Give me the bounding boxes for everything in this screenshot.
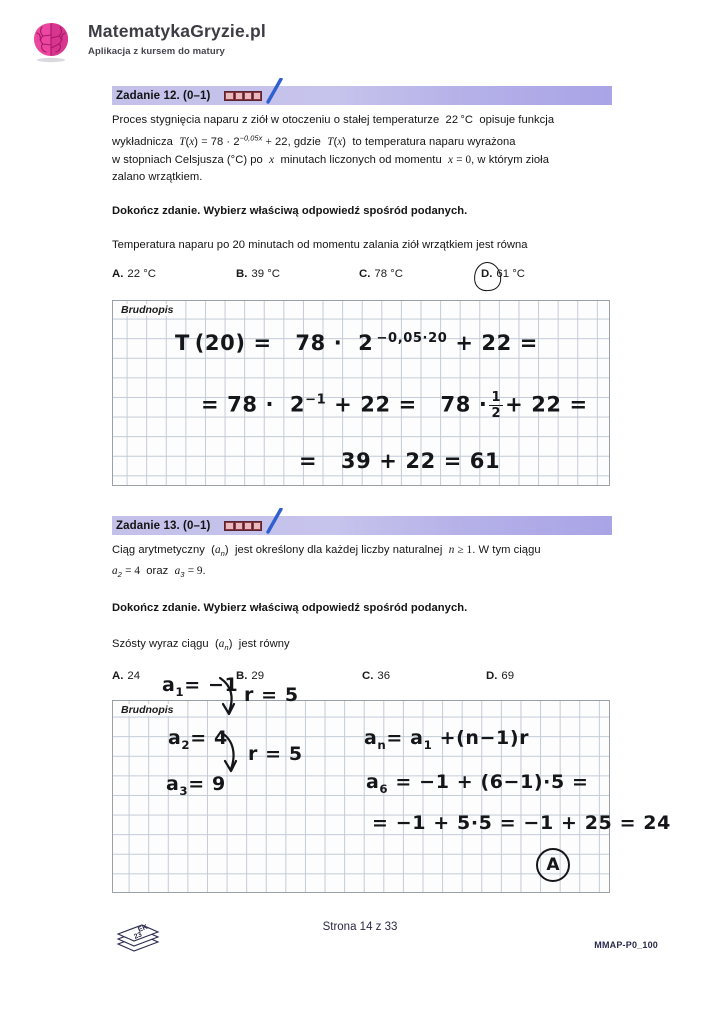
answer-value: 39 °C [251, 267, 281, 280]
task-13-hw-a2: $a_2= 4$ [168, 727, 228, 752]
task-12-scratch-grid [112, 300, 610, 486]
answer-value: 24 [127, 669, 141, 682]
answer-label: C. [362, 669, 374, 682]
task-12-hw-line-1: T (20) = 78 · 2 $^{-0,05\cdot 20}$ + 22 = [175, 331, 538, 355]
task-13-body-line-2: $a_2 = 4$ oraz $a_3 = 9$. [112, 564, 206, 579]
task-13-stem: Szósty wyraz ciągu $(a_n)$ jest równy [112, 637, 290, 653]
answer-label: D. [486, 669, 498, 682]
answer-value: 61 °C [496, 267, 526, 280]
task-12-brudnopis-label: Brudnopis [120, 304, 177, 316]
task-13-brudnopis-label: Brudnopis [120, 704, 177, 716]
task-12-answer-a[interactable] [112, 268, 236, 280]
task-12-body-line-2: wykładnicza $T(x) = 78 \cdot 2^{-0,05x} + 22$, gdzie T(x) to temperatura naparu wyrażona [112, 133, 516, 149]
task-12-header-bar [112, 86, 612, 105]
answer-label: C. [359, 267, 371, 280]
page-number: Strona 14 z 33 [322, 921, 398, 933]
task-13-header-bar [112, 516, 612, 535]
answer-label: A. [112, 267, 124, 280]
task-13-answer-b[interactable] [236, 670, 362, 682]
task-12 [112, 86, 612, 280]
score-boxes-icon [224, 521, 262, 531]
task-12-title: Zadanie 12. (0–1) [116, 89, 211, 102]
svg-text:EK: EK [137, 923, 149, 934]
answer-value: 29 [251, 669, 265, 682]
blue-pen-stroke-icon [264, 508, 284, 534]
task-13-body-line-1: Ciąg arytmetyczny $(a_n)$ jest określony dla każdej liczby naturalnej n ≥ 1. W tym ciągu [112, 544, 541, 559]
task-13-hw-result: = −1 + 5·5 = −1 + 25 = 24 [372, 812, 671, 834]
task-12-body-line-4: zalano wrzątkiem. [112, 171, 203, 184]
task-13-hw-r2: r = 5 [248, 743, 303, 765]
task-13-hw-a1: $a_1= -1$ [162, 674, 239, 699]
task-13-hw-substitution: $a_6 = -1 + (6-1)\cdot 5$ = [366, 771, 589, 796]
answer-value: 78 °C [374, 267, 404, 280]
task-12-stem: Temperatura naparu po 20 minutach od momentu zalania ziół wrzątkiem jest równa [112, 239, 528, 252]
svg-text:23: 23 [133, 931, 143, 941]
task-12-instruction: Dokończ zdanie. Wybierz właściwą odpowiedź spośród podanych. [112, 204, 468, 217]
task-12-answer-c[interactable] [359, 268, 481, 280]
task-12-answer-d[interactable] [481, 268, 525, 280]
task-13-hw-r1: r = 5 [244, 684, 299, 706]
task-12-body [112, 112, 612, 187]
answer-label: B. [236, 669, 248, 682]
document-code: MMAP-P0_100 [594, 940, 658, 950]
task-13-instruction: Dokończ zdanie. Wybierz właściwą odpowiedź spośród podanych. [112, 602, 468, 615]
task-12-body-line-3: w stopniach Celsjusza (°C) po x minutach liczonych od momentu x = 0, w którym zioła [112, 153, 549, 166]
task-12-answers [112, 268, 612, 280]
task-12-body-line-1: Proces stygnięcia naparu z ziół w otoczeniu o stałej temperaturze 22 °C opisuje funkcja [112, 114, 555, 126]
answer-value: 69 [501, 669, 515, 682]
brand-title: MatematykaGryzie.pl [88, 21, 266, 41]
task-12-hw-line-3: = 39 + 22 = 61 [299, 449, 501, 473]
answer-label: D. [481, 267, 493, 280]
answer-label: B. [236, 267, 248, 280]
task-12-hw-line-2: = $78 \cdot 2^{-1} + 22 = 78$ · $\frac{1}{2}$ + 22 = [201, 390, 588, 422]
task-13-answer-d[interactable] [486, 670, 514, 682]
task-13-title: Zadanie 13. (0–1) [116, 519, 211, 532]
task-13-hw-formula: $a_n= a_1 +(n-1)r$ [364, 727, 530, 752]
brand-subtitle: Aplikacja z kursem do matury [88, 46, 225, 58]
task-12-answer-b[interactable] [236, 268, 359, 280]
score-boxes-icon [224, 91, 262, 101]
task-13-hw-a3: $a_3= 9$ [166, 773, 226, 798]
task-13-answer-c[interactable] [362, 670, 486, 682]
answer-value: 22 °C [127, 267, 157, 280]
task-13-hw-answer-circle: A [536, 848, 570, 882]
task-13 [112, 516, 612, 682]
answer-label: A. [112, 669, 124, 682]
task-13-body [112, 542, 612, 583]
blue-pen-stroke-icon [264, 78, 284, 104]
answer-value: 36 [377, 669, 391, 682]
